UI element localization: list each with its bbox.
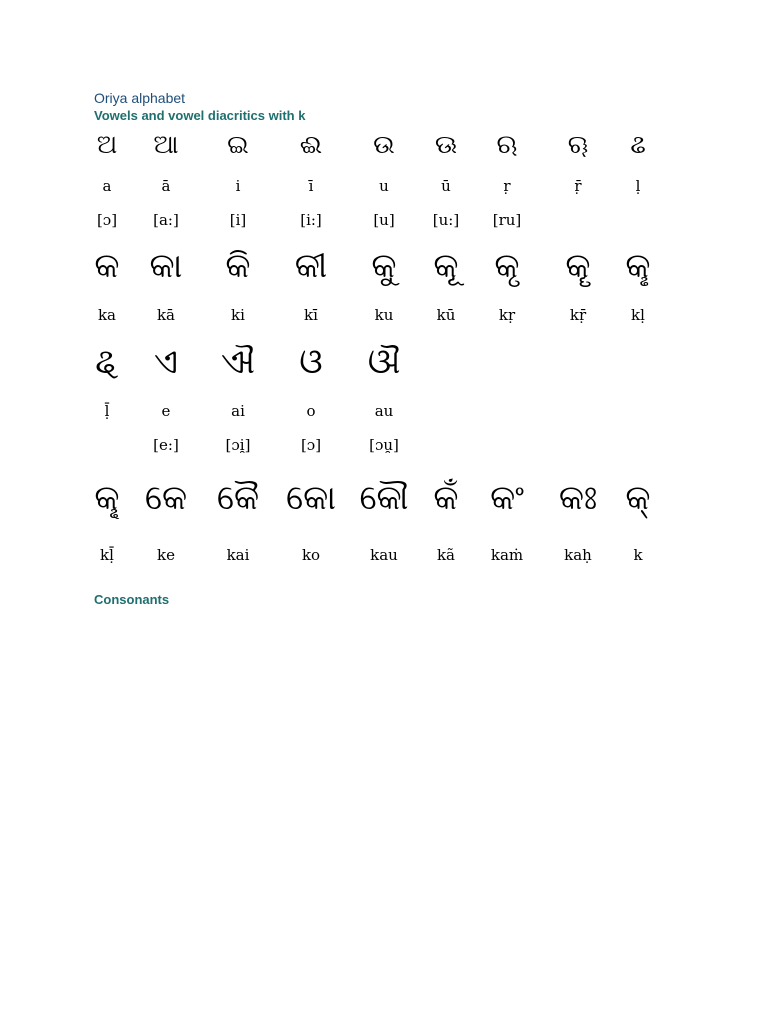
ipa-value: [ɔ] bbox=[300, 436, 322, 454]
transliteration: kaḥ bbox=[564, 546, 592, 564]
vowel-glyph: ଋ bbox=[496, 130, 518, 160]
transliteration: ū bbox=[441, 177, 451, 195]
vowel-glyph: ଊ bbox=[434, 130, 458, 160]
ipa-value: [u:] bbox=[432, 211, 460, 229]
vowel-glyph: ଐ bbox=[221, 342, 255, 382]
ipa-value: [i] bbox=[229, 211, 247, 229]
vowel-glyph: ଔ bbox=[367, 342, 401, 382]
transliteration: ṛ bbox=[503, 177, 511, 195]
k-syllable-glyph: କୀ bbox=[294, 246, 328, 286]
transliteration: e bbox=[161, 402, 171, 420]
transliteration: ki bbox=[231, 306, 245, 324]
k-syllable-glyph: କୃ bbox=[494, 246, 520, 286]
k-syllable-glyph: କଂ bbox=[490, 478, 524, 518]
k-syllable-glyph: କଁ bbox=[433, 478, 459, 518]
k-syllable-glyph: କୢ bbox=[625, 246, 651, 286]
transliteration: kū bbox=[436, 306, 456, 324]
section-heading-consonants: Consonants bbox=[94, 592, 170, 607]
k-syllable-glyph: କ bbox=[94, 246, 120, 286]
transliteration: kṛ bbox=[498, 306, 516, 324]
transliteration: kī bbox=[304, 306, 318, 324]
transliteration: kḹ bbox=[100, 546, 114, 564]
transliteration: ka bbox=[97, 306, 117, 324]
k-syllable-glyph: କା bbox=[149, 246, 183, 286]
k-syllable-glyph: କୄ bbox=[565, 246, 591, 286]
transliteration: ku bbox=[374, 306, 394, 324]
transliteration: kḷ bbox=[631, 306, 645, 324]
k-syllable-glyph: କେ bbox=[144, 478, 188, 518]
vowel-glyph: ଉ bbox=[373, 130, 395, 160]
vowel-glyph: ୠ bbox=[567, 130, 589, 160]
transliteration: k bbox=[633, 546, 643, 564]
vowel-glyph: ଇ bbox=[227, 130, 249, 160]
ipa-value: [ɔ] bbox=[96, 211, 118, 229]
page-title: Oriya alphabet bbox=[94, 90, 186, 106]
transliteration: kã bbox=[436, 546, 456, 564]
transliteration: ḹ bbox=[104, 402, 110, 420]
transliteration: au bbox=[374, 402, 394, 420]
k-syllable-glyph: କି bbox=[225, 246, 251, 286]
transliteration: ḷ bbox=[635, 177, 641, 195]
transliteration: a bbox=[102, 177, 112, 195]
ipa-value: [i:] bbox=[300, 211, 322, 229]
vowel-glyph: ୡ bbox=[95, 342, 119, 382]
ipa-value: [u] bbox=[373, 211, 395, 229]
transliteration: ā bbox=[161, 177, 171, 195]
ipa-value: [a:] bbox=[153, 211, 179, 229]
k-syllable-glyph: କୈ bbox=[216, 478, 260, 518]
transliteration: u bbox=[379, 177, 389, 195]
vowel-glyph: ଏ bbox=[154, 342, 178, 382]
k-syllable-glyph: କୁ bbox=[371, 246, 397, 286]
transliteration: ai bbox=[231, 402, 245, 420]
vowel-glyph: ଌ bbox=[630, 130, 646, 160]
transliteration: i bbox=[235, 177, 241, 195]
transliteration: kṝ bbox=[569, 306, 587, 324]
transliteration: ṝ bbox=[574, 177, 582, 195]
k-syllable-glyph: କୣ bbox=[94, 478, 120, 518]
k-syllable-glyph: କୋ bbox=[286, 478, 336, 518]
vowel-glyph: ଓ bbox=[299, 342, 323, 382]
transliteration: ko bbox=[301, 546, 321, 564]
transliteration: o bbox=[306, 402, 316, 420]
ipa-value: [ɔu̯] bbox=[369, 436, 399, 454]
k-syllable-glyph: କୂ bbox=[433, 246, 459, 286]
transliteration: ke bbox=[157, 546, 175, 564]
transliteration: kaṁ bbox=[490, 546, 524, 564]
vowel-glyph: ଈ bbox=[299, 130, 323, 160]
section-heading-vowels: Vowels and vowel diacritics with k bbox=[94, 108, 306, 123]
transliteration: kau bbox=[370, 546, 398, 564]
transliteration: ī bbox=[308, 177, 314, 195]
k-syllable-glyph: କୌ bbox=[359, 478, 409, 518]
ipa-value: [ɔi̯] bbox=[225, 436, 251, 454]
transliteration: kā bbox=[156, 306, 176, 324]
k-syllable-glyph: କ୍ bbox=[625, 478, 651, 518]
ipa-value: [e:] bbox=[153, 436, 179, 454]
transliteration: kai bbox=[226, 546, 250, 564]
k-syllable-glyph: କଃ bbox=[558, 478, 598, 518]
vowel-glyph: ଅ bbox=[96, 130, 118, 160]
vowel-glyph: ଆ bbox=[153, 130, 179, 160]
ipa-value: [ru] bbox=[492, 211, 522, 229]
